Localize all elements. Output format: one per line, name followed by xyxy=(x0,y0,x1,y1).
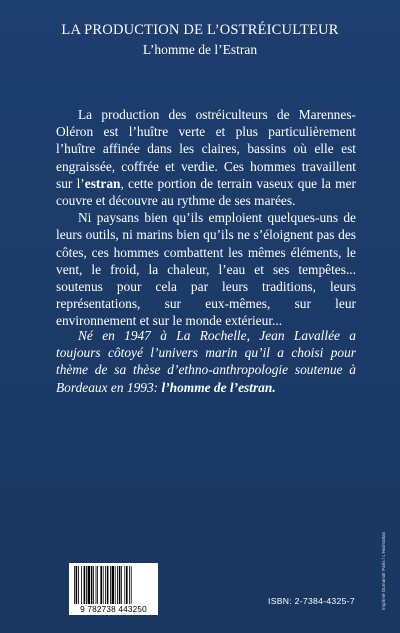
barcode xyxy=(69,563,158,615)
barcode-bar xyxy=(78,566,79,604)
barcode-bar xyxy=(103,566,104,604)
book-subtitle: L’homme de l’Estran xyxy=(142,42,258,57)
author-note xyxy=(56,327,356,396)
barcode-bar xyxy=(119,566,121,604)
barcode-bar xyxy=(91,566,93,604)
barcode-bar xyxy=(124,566,125,604)
barcode-bar xyxy=(93,566,94,604)
barcode-bars xyxy=(73,566,154,604)
barcode-bar xyxy=(96,566,97,604)
barcode-bar xyxy=(112,566,114,604)
book-title: LA PRODUCTION DE L’OSTRÉICULTEUR xyxy=(61,22,339,38)
blurb-paragraph-1 xyxy=(56,106,356,209)
barcode-bar xyxy=(126,566,128,604)
barcode-bar xyxy=(100,566,102,604)
barcode-bar xyxy=(115,566,116,604)
blurb-paragraph-2: Ni paysans bien qu’ils emploient quelques-uns de leurs outils, ni marins bien qu’ils ne s’éloignent pas des côtes, ces hommes combattent les mêmes éléments, le vent, le froid, la chaleur, l’eau et ses tempêtes... soutenus pour cela par leurs traditions, leurs représentations, sur eux-mêmes, sur leur environnement et sur le monde extérieur... xyxy=(56,210,356,329)
barcode-bar xyxy=(97,566,98,604)
barcode-bar xyxy=(105,566,106,604)
blurb xyxy=(56,106,356,330)
barcode-bar xyxy=(117,566,118,604)
barcode-bar xyxy=(121,566,122,604)
author-note-text: Né en 1947 à La Rochelle, Jean Lavallée a toujours côtoyé l’univers marin qu’il a choisi pour thème de sa thèse d’ethno-anthropologie soutenue à Bordeaux en 1993: xyxy=(56,328,356,395)
isbn: ISBN: 2-7384-4325-7 xyxy=(268,596,355,606)
barcode-bar xyxy=(86,566,87,604)
imprint-note: Imprimé Dumanoir Paris / L'Harmattan xyxy=(381,531,386,610)
barcode-bar xyxy=(76,566,78,604)
barcode-number: 9 782738 443250 xyxy=(80,605,147,614)
barcode-bar xyxy=(129,566,130,604)
barcode-bar xyxy=(74,566,75,604)
author-note-bold: l’homme de l’estran. xyxy=(161,379,276,395)
barcode-bar xyxy=(110,566,111,604)
barcode-bar xyxy=(88,566,90,604)
barcode-bar xyxy=(131,566,132,604)
barcode-bar xyxy=(81,566,82,604)
blurb-p1-text-a: La production des ostréiculteurs de Marennes-Oléron est l’huître verte et plus particulièrement l’huître affinée dans les claires, bassins où elle est engraissée, coffrée et verdie. Ces hommes travaillent sur l’ xyxy=(56,107,356,191)
barcode-bar xyxy=(84,566,86,604)
blurb-p1-bold: estran xyxy=(84,175,121,191)
blurb-p1-text-b: , cette portion de terrain vaseux que la mer couvre et découvre au rythme de ses marées. xyxy=(56,175,356,209)
barcode-bar xyxy=(107,566,109,604)
